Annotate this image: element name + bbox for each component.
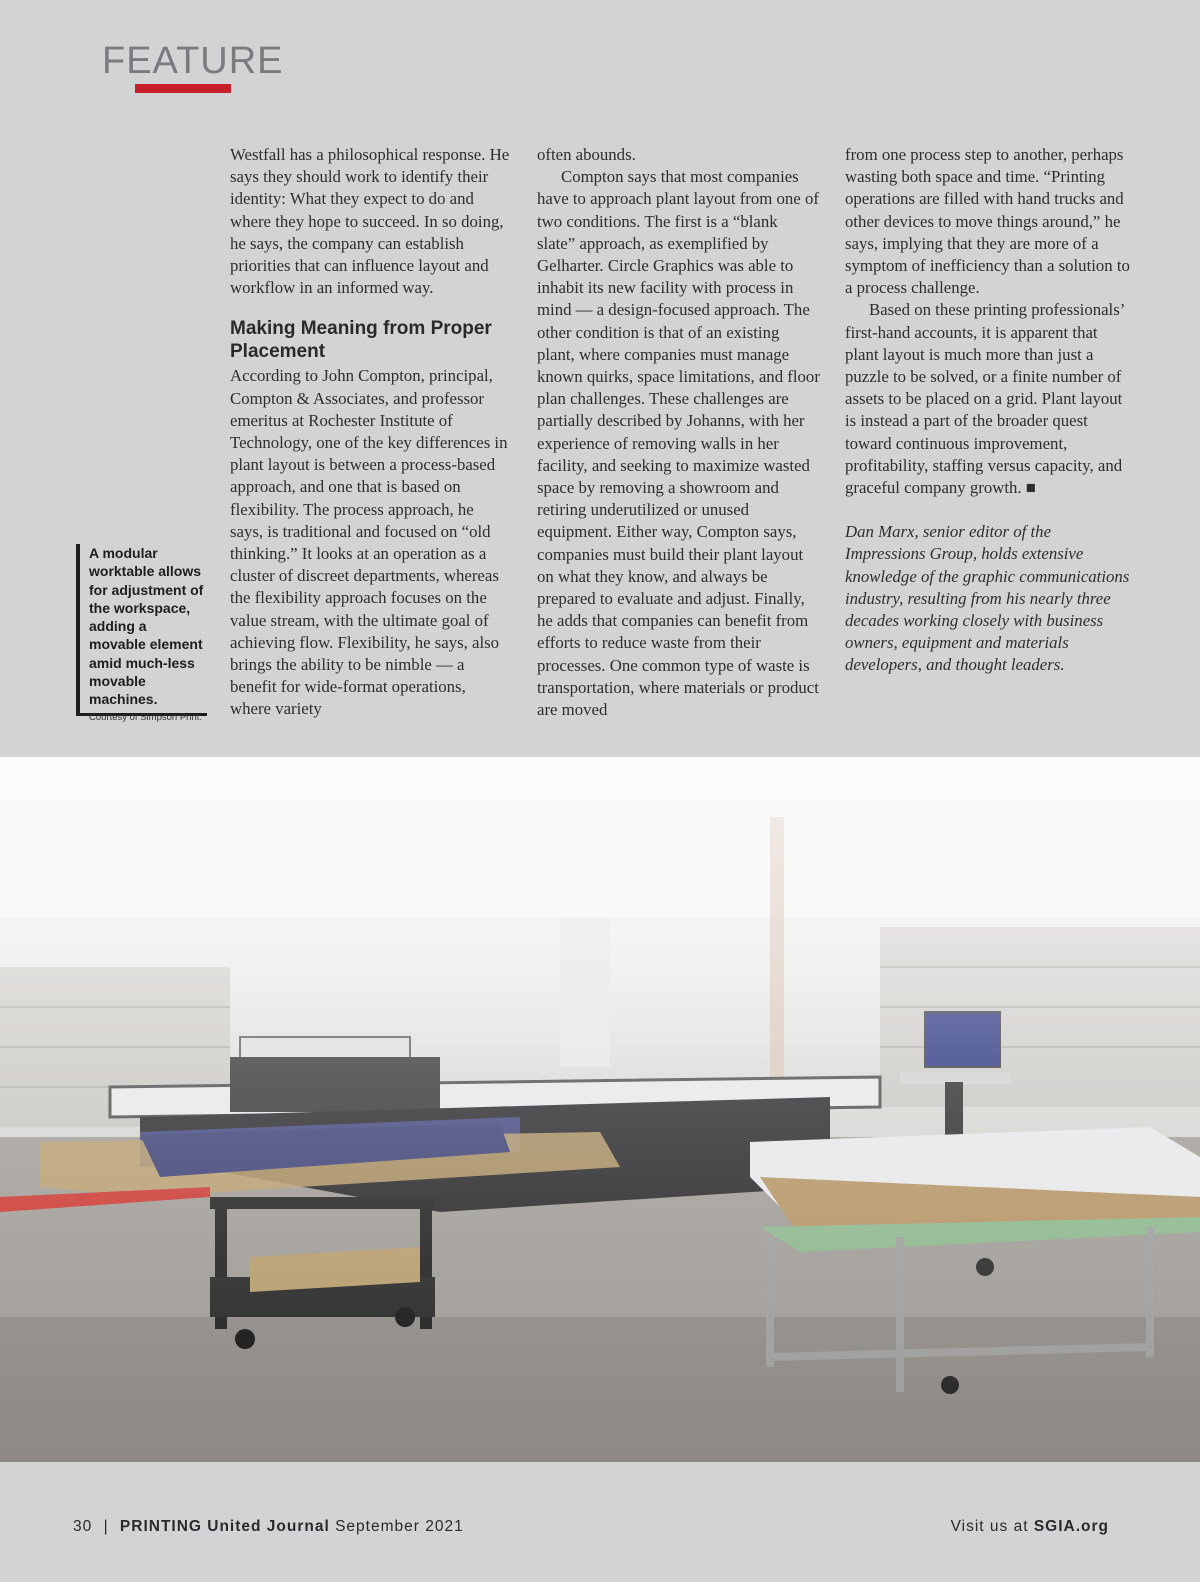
article-paragraph: from one process step to another, perhaps wasting both space and time. “Printing operations are filled with hand trucks and other devices to move things around,” he says, implying that they are more of a symptom of inefficiency than a solution to a process challenge. [845,145,1130,298]
article-paragraph: Based on these printing professionals’ first-hand accounts, it is apparent that plant layout is much more than just a puzzle to be solved, or a finite number of assets to be placed on a grid. Plant layout is instead a part of the broader quest toward continuous improvement, profitability, staffing versus capacity, and graceful company growth. ■ [845,300,1125,498]
article-column-3 [845,144,1130,677]
journal-name: PRINTING United Journal [119,1518,330,1535]
visit-prefix: Visit us at [950,1518,1029,1535]
article-paragraph: often abounds. [537,145,636,164]
article-column-1 [230,144,510,721]
issue-date: September 2021 [335,1518,464,1535]
footer-separator: | [103,1518,109,1535]
page-number: 30 [73,1518,93,1535]
section-accent-rule [135,84,231,93]
article-paragraph: Compton says that most companies have to approach plant layout from one of two conditions. The first is a “blank slate” approach, as exemplified by Gelharter. Circle Graphics was able to inhabit its new facility with process in mind — a design-focused approach. The other condition is that of an existing plant, where companies must manage known quirks, space limitations, and floor plan challenges. These challenges are partially described by Johanns, with her experience of removing walls in her facility, and seeking to maximize wasted space by removing a showroom and retiring underutilized or unused equipment. Either way, Compton says, companies must build their plant layout on what they know, and always be prepared to evaluate and adjust. Finally, he adds that companies can benefit from efforts to reduce waste from their processes. One common type of waste is transportation, where materials or product are moved [537,167,820,720]
section-label: FEATURE [102,40,284,82]
photo-fog [0,757,1200,1462]
page-footer-right [951,1518,1109,1536]
print-shop-illustration [0,757,1200,1462]
article-paragraph: Westfall has a philosophical response. He says they should work to identify their identity: What they expect to do and where they hope to succeed. In so doing, he says, the company can establish priorities that can influence layout and workflow in an informed way. [230,145,510,298]
author-bio: Dan Marx, senior editor of the Impressions Group, holds extensive knowledge of the graphic communications industry, resulting from his nearly three decades working closely with business owners, equipment and materials developers, and thought leaders. [845,522,1130,675]
page-footer-left [73,1518,464,1536]
caption-credit: Courtesy of Simpson Print. [89,711,202,723]
print-shop-photo [0,757,1200,1462]
article-subhead: Making Meaning from Proper Placement [230,318,492,363]
photo-caption [76,544,207,723]
caption-text: A modular worktable allows for adjustment of the workspace, adding a movable element amid much-less movable machines. [89,545,204,708]
article-column-2 [537,144,820,721]
website-link[interactable]: SGIA.org [1033,1518,1109,1535]
article-paragraph: According to John Compton, principal, Compton & Associates, and professor emeritus at Rochester Institute of Technology, one of the key differences in plant layout is between a process-based approach, and one that is based on flexibility. The process approach, he says, is traditional and focused on “old thinking.” It looks at an operation as a cluster of discreet departments, whereas the flexibility approach focuses on the value stream, with the ultimate goal of achieving flow. Flexibility, he says, also brings the ability to be nimble — a benefit for wide-format operations, where variety [230,366,508,719]
